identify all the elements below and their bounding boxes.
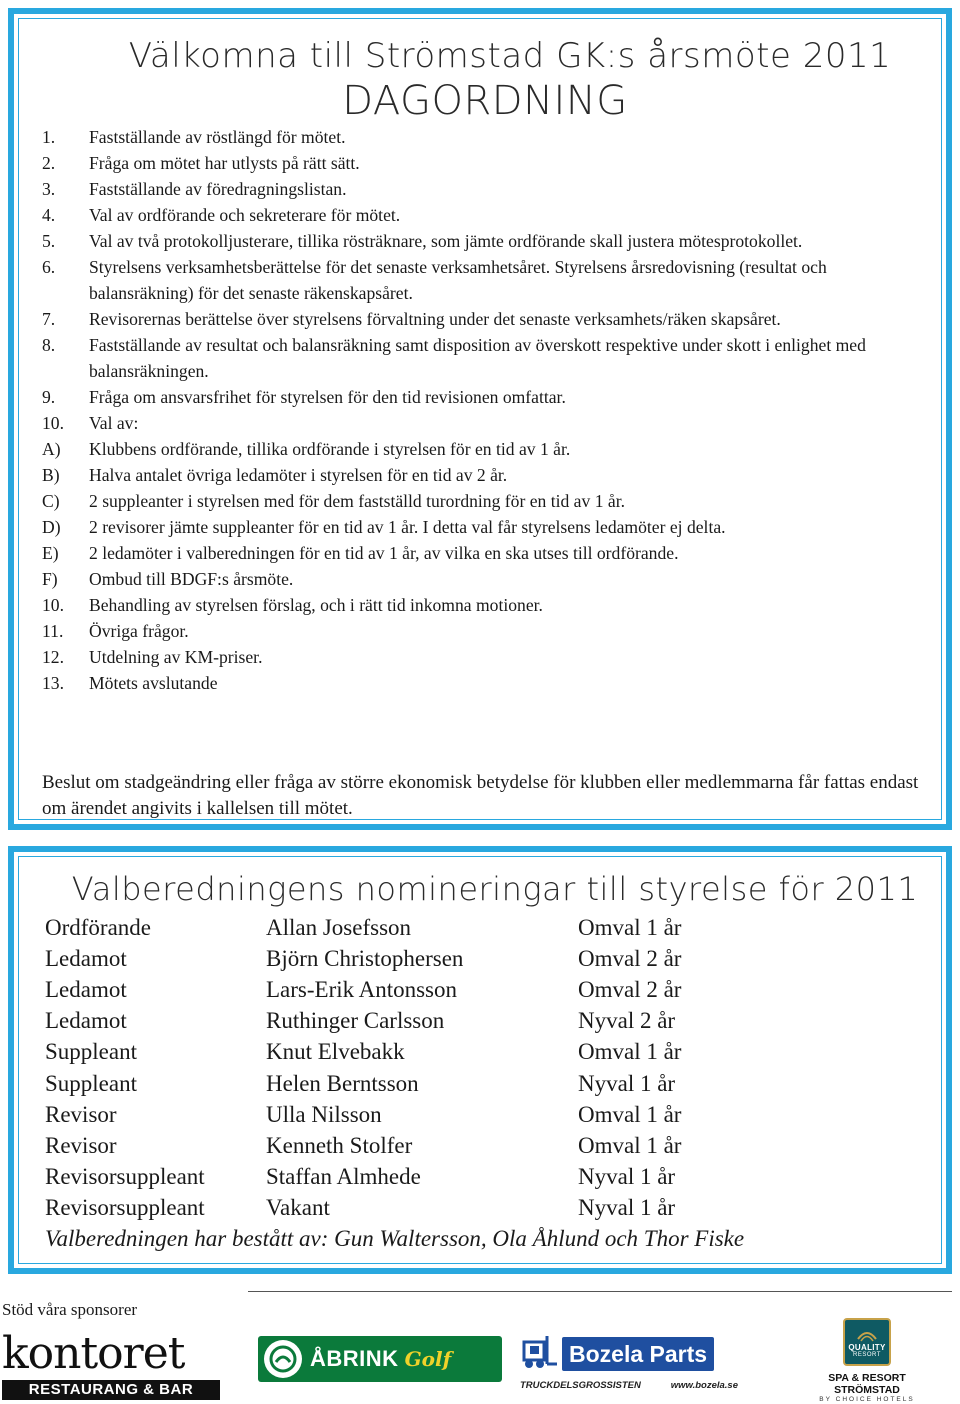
nominee-term: Nyval 1 år: [578, 1195, 676, 1221]
nominee-role: Revisor: [45, 1132, 117, 1158]
table-row: [45, 974, 925, 1005]
nominee-name: Lars-Erik Antonsson: [266, 976, 458, 1002]
agenda-item: [42, 410, 922, 436]
agenda-item-text: Mötets avslutande: [89, 673, 218, 693]
agenda-item-text: Övriga frågor.: [89, 621, 189, 641]
agenda-item-text: Klubbens ordförande, tillika ordförande i styrelsen för en tid av 1 år.: [89, 439, 571, 459]
agenda-item-text: Revisorernas berättelse över styrelsens förvaltning under det senaste verksamhets/räken skapsåret.: [89, 309, 781, 329]
bozela-tagline: TRUCKDELSGROSSISTEN: [520, 1380, 641, 1391]
nominee-role: Suppleant: [45, 1070, 137, 1096]
nominee-name: Vakant: [266, 1195, 330, 1221]
nominee-name: Staffan Almhede: [266, 1164, 421, 1190]
nominee-role: Ledamot: [45, 945, 127, 971]
nominee-name: Ulla Nilsson: [266, 1101, 382, 1127]
agenda-subtitle: DAGORDNING: [342, 78, 628, 124]
agenda-title: Välkomna till Strömstad GK:s årsmöte 2011: [128, 36, 892, 76]
agenda-item: [42, 514, 922, 540]
agenda-item-text: Fråga om ansvarsfrihet för styrelsen för den tid revisionen omfattar.: [89, 387, 566, 407]
agenda-item: [42, 228, 922, 254]
bozela-parts-logo: [520, 1334, 742, 1396]
agenda-item-number: 2.: [42, 153, 56, 173]
agenda-item-text: Ombud till BDGF:s årsmöte.: [89, 569, 294, 589]
nominee-name: Helen Berntsson: [266, 1070, 419, 1096]
agenda-item: [42, 566, 922, 592]
nominee-role: Ledamot: [45, 1008, 127, 1034]
table-row: [45, 1068, 925, 1099]
quality-choice-hotels: BY CHOICE HOTELS: [819, 1396, 915, 1403]
agenda-item-text: Utdelning av KM-priser.: [89, 647, 263, 667]
abrink-golf-script: Golf: [404, 1347, 452, 1371]
sponsor-divider: [248, 1291, 952, 1292]
table-row: [45, 1099, 925, 1130]
agenda-item-text: Val av:: [89, 413, 139, 433]
agenda-item-number: 9.: [42, 387, 56, 407]
nominations-footer: Valberedningen har bestått av: Gun Waltersson, Ola Åhlund och Thor Fiske: [45, 1226, 745, 1251]
nominee-name: Björn Christophersen: [266, 945, 464, 971]
agenda-item-text: 2 suppleanter i styrelsen med för dem fastställd turordning för en tid av 1 år.: [89, 491, 625, 511]
nominee-role: Revisorsuppleant: [45, 1164, 205, 1190]
agenda-item: [42, 618, 922, 644]
agenda-item-number: C): [42, 491, 60, 511]
nominee-term: Nyval 1 år: [578, 1164, 676, 1190]
kontoret-wordmark: kontoret: [2, 1328, 185, 1379]
agenda-item: [42, 332, 922, 384]
nominee-name: Kenneth Stolfer: [266, 1132, 413, 1158]
abrink-banner: [258, 1336, 502, 1382]
agenda-item-number: 8.: [42, 335, 56, 355]
agenda-item: [42, 150, 922, 176]
agenda-item: [42, 592, 922, 618]
nominee-role: Revisor: [45, 1101, 117, 1127]
agenda-item-number: 10.: [42, 413, 64, 433]
golf-ball-icon: [264, 1340, 302, 1378]
agenda-item: [42, 306, 922, 332]
quality-badge: [843, 1318, 891, 1366]
nominee-role: Revisorsuppleant: [45, 1195, 205, 1221]
nominations-panel: [8, 846, 952, 1274]
abrink-name: ÅBRINK: [310, 1346, 399, 1371]
nominations-table: [45, 912, 925, 1224]
agenda-item-text: 2 revisorer jämte suppleanter för en tid av 1 år. I detta val får styrelsens ledamöter ej delta.: [89, 517, 726, 537]
agenda-item: [42, 462, 922, 488]
agenda-item-text: Fastställande av resultat och balansräkning samt disposition av överskott respektive under skott i enlighet med balansräkningen.: [89, 335, 866, 381]
nominee-term: Omval 1 år: [578, 1132, 682, 1158]
agenda-item-text: Val av ordförande och sekreterare för mötet.: [89, 205, 401, 225]
kontoret-tagline: RESTAURANG & BAR: [2, 1380, 220, 1400]
bozela-name: Bozela Parts: [562, 1337, 714, 1371]
agenda-item: [42, 384, 922, 410]
agenda-item-text: Behandling av styrelsen förslag, och i rätt tid inkomna motioner.: [89, 595, 543, 615]
agenda-item-text: Val av två protokolljusterare, tillika rösträknare, som jämte ordförande skall justera mötesprotokollet.: [89, 231, 803, 251]
quality-resort-logo: [800, 1318, 934, 1403]
agenda-item: [42, 540, 922, 566]
agenda-item: [42, 644, 922, 670]
nominee-term: Omval 1 år: [578, 1039, 682, 1065]
quality-badge-word: QUALITY: [848, 1342, 886, 1352]
forklift-truck-icon: [520, 1334, 558, 1375]
agenda-item-number: 13.: [42, 673, 64, 693]
nominee-term: Omval 1 år: [578, 1101, 682, 1127]
table-row: [45, 912, 925, 943]
table-row: [45, 1006, 925, 1037]
nominee-term: Omval 2 år: [578, 945, 682, 971]
nominee-name: Knut Elvebakk: [266, 1039, 405, 1065]
abrink-golf-logo: [258, 1336, 502, 1382]
kontoret-logo: [2, 1330, 220, 1400]
agenda-item: [42, 488, 922, 514]
agenda-item: [42, 176, 922, 202]
agenda-item: [42, 202, 922, 228]
agenda-item-number: B): [42, 465, 60, 485]
agenda-item-text: Halva antalet övriga ledamöter i styrelsen för en tid av 2 år.: [89, 465, 508, 485]
agenda-item-number: 12.: [42, 647, 64, 667]
nominee-role: Ordförande: [45, 914, 152, 940]
agenda-item-number: E): [42, 543, 59, 563]
agenda-item-number: 7.: [42, 309, 56, 329]
agenda-item: [42, 254, 922, 306]
agenda-item-text: Fastställande av föredragningslistan.: [89, 179, 347, 199]
agenda-item-text: Styrelsens verksamhetsberättelse för det senaste verksamhetsåret. Styrelsens årsredovisning (resultat och balansräkning) för det senaste räkenskapsåret.: [89, 257, 827, 303]
agenda-item-number: 4.: [42, 205, 56, 225]
table-row: [45, 1193, 925, 1224]
nominee-name: Allan Josefsson: [266, 914, 412, 940]
nominations-title: Valberedningens nomineringar till styrelse för 2011: [71, 870, 919, 908]
agenda-item-number: 5.: [42, 231, 56, 251]
agenda-item: [42, 436, 922, 462]
agenda-item-number: F): [42, 569, 58, 589]
agenda-item-number: D): [42, 517, 61, 537]
agenda-list: [42, 124, 922, 696]
agenda-note: Beslut om stadgeändring eller fråga av större ekonomisk betydelse för klubben eller medlemmarna får fattas endast om ärendet angivits i kallelsen till mötet.: [42, 772, 919, 819]
agenda-item: [42, 124, 922, 150]
quality-resort-name: SPA & RESORT STRÖMSTAD: [828, 1372, 906, 1396]
nominee-role: Suppleant: [45, 1039, 137, 1065]
table-row: [45, 1130, 925, 1161]
nominee-term: Nyval 1 år: [578, 1070, 676, 1096]
agenda-item-text: Fastställande av röstlängd för mötet.: [89, 127, 346, 147]
bozela-url: www.bozela.se: [670, 1380, 738, 1391]
agenda-item-number: 6.: [42, 257, 56, 277]
agenda-item-number: 11.: [42, 621, 64, 641]
nominee-name: Ruthinger Carlsson: [266, 1008, 445, 1034]
nominee-term: Omval 1 år: [578, 914, 682, 940]
nominee-role: Ledamot: [45, 976, 127, 1002]
sponsor-label: Stöd våra sponsorer: [2, 1300, 138, 1319]
agenda-item-number: 1.: [42, 127, 56, 147]
agenda-item-number: 3.: [42, 179, 56, 199]
table-row: [45, 1162, 925, 1193]
agenda-panel: [8, 8, 952, 830]
agenda-item-text: Fråga om mötet har utlysts på rätt sätt.: [89, 153, 360, 173]
table-row: [45, 943, 925, 974]
agenda-item-number: A): [42, 439, 61, 459]
agenda-item-text: 2 ledamöter i valberedningen för en tid av 1 år, av vilka en ska utses till ordförande.: [89, 543, 679, 563]
agenda-item-number: 10.: [42, 595, 64, 615]
table-row: [45, 1037, 925, 1068]
nominee-term: Nyval 2 år: [578, 1008, 676, 1034]
agenda-item: [42, 670, 922, 696]
wave-emblem-icon: [856, 1327, 878, 1343]
nominee-term: Omval 2 år: [578, 976, 682, 1002]
quality-badge-sub: RESORT: [853, 1351, 881, 1358]
